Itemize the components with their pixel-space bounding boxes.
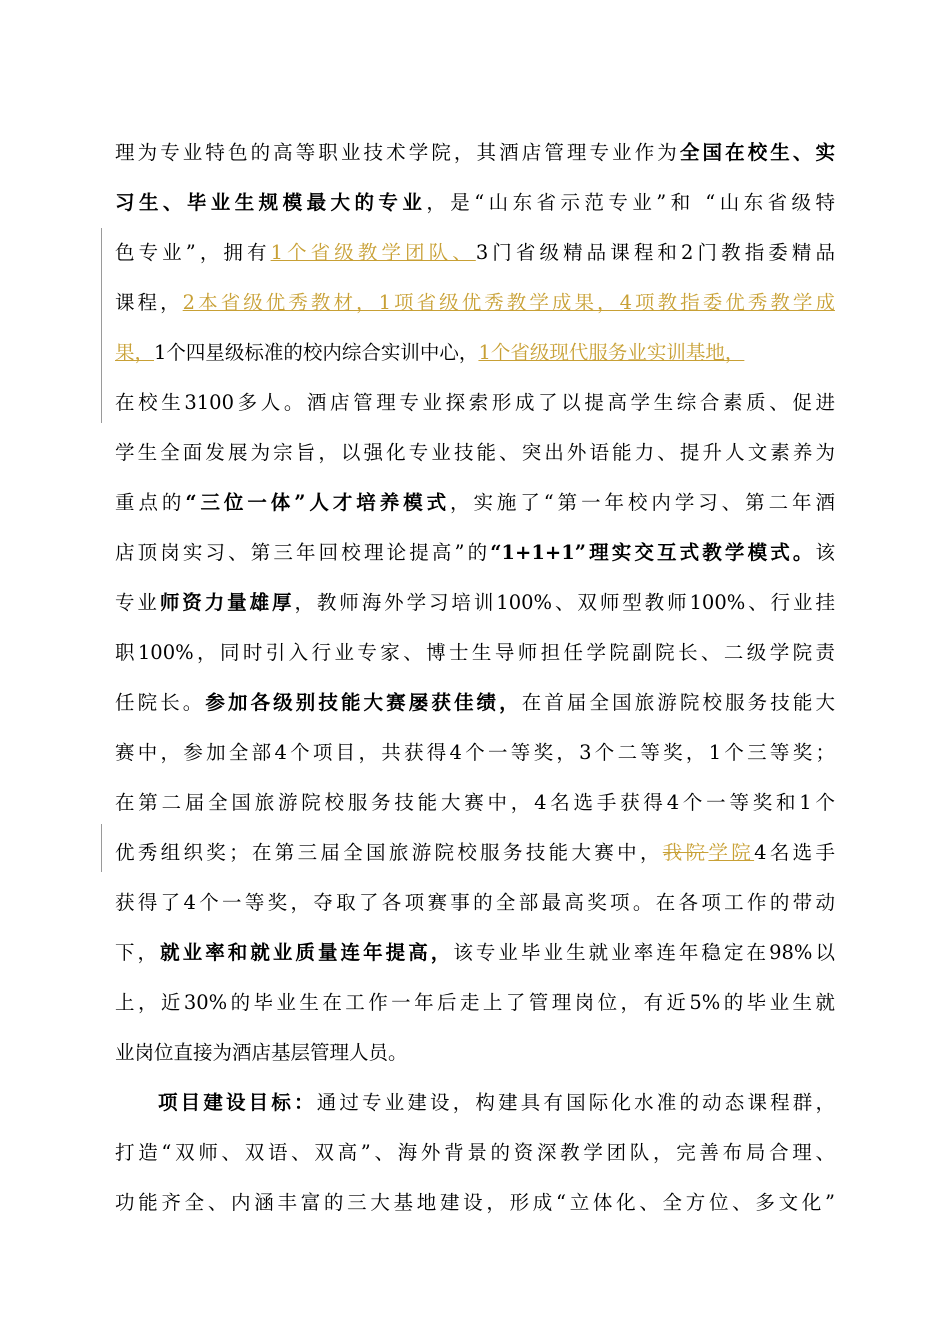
- text-run: 师资力量雄厚: [159, 591, 295, 614]
- text-run: 在首届全国旅游院校服务技能大: [521, 691, 835, 714]
- tracked-insertion: 1个省级现代服务业实训基地，: [478, 341, 745, 364]
- text-line: [158, 1088, 835, 1118]
- text-run: 习生、毕业生规模最大的专业: [115, 191, 427, 214]
- text-line: [115, 438, 835, 468]
- text-line: [115, 788, 835, 818]
- text-run: 1个四星级标准的校内综合实训中心，: [154, 341, 479, 364]
- text-run: 功能齐全、内涵丰富的三大基地建设，形成“立体化、全方位、多文化”: [115, 1191, 835, 1214]
- text-run: ，是“山东省示范专业”和 “山东省级特: [426, 191, 835, 214]
- text-line: [115, 388, 835, 418]
- text-run: 色专业”，拥有: [115, 241, 271, 264]
- text-run: 参加各级别技能大赛屡获佳绩，: [205, 691, 522, 714]
- change-bar: [101, 228, 102, 423]
- text-line: [115, 588, 835, 618]
- text-run: 赛中，参加全部4个项目，共获得4个一等奖，3个二等奖，1个三等奖；: [115, 741, 835, 764]
- text-run: 通过专业建设，构建具有国际化水准的动态课程群，: [316, 1091, 835, 1114]
- text-run: 项目建设目标：: [158, 1091, 317, 1114]
- text-run: 职100%，同时引入行业专家、博士生导师担任学院副院长、二级学院责: [115, 641, 835, 664]
- text-run: 学生全面发展为宗旨，以强化专业技能、突出外语能力、提升人文素养为: [115, 441, 835, 464]
- text-run: 理为专业特色的高等职业技术学院，其酒店管理专业作为: [115, 141, 680, 164]
- tracked-insertion: 2本省级优秀教材，1项省级优秀教学成果，4项教指委优秀教学成: [182, 291, 835, 314]
- text-line: [115, 988, 835, 1018]
- text-line: [115, 238, 835, 268]
- text-run: 任院长。: [115, 691, 206, 714]
- text-line: [115, 138, 835, 168]
- text-line: [115, 838, 835, 868]
- text-run: 打造“双师、双语、双高”、海外背景的资深教学团队，完善布局合理、: [115, 1141, 835, 1164]
- text-run: 优秀组织奖；在第三届全国旅游院校服务技能大赛中，: [115, 841, 663, 864]
- text-run: ，教师海外学习培训100%、双师型教师100%、行业挂: [294, 591, 835, 614]
- text-run: 课程，: [115, 291, 183, 314]
- text-run: “三位一体”人才培养模式: [185, 491, 451, 514]
- text-run: 下，: [115, 941, 161, 964]
- text-run: 在校生3100多人。酒店管理专业探索形成了以提高学生综合素质、促进: [115, 391, 835, 414]
- tracked-insertion: 1个省级教学团队、: [270, 241, 476, 264]
- tracked-deletion: 我院: [662, 841, 709, 864]
- text-line: [115, 1038, 408, 1068]
- text-line: [115, 1138, 835, 1168]
- text-run: 全国在校生、实: [679, 141, 835, 164]
- text-run: 3门省级精品课程和2门教指委精品: [475, 241, 835, 264]
- text-run: 就业率和就业质量连年提高，: [160, 941, 454, 964]
- text-run: 重点的: [115, 491, 186, 514]
- text-line: [115, 888, 835, 918]
- tracked-insertion: 学院: [708, 841, 755, 864]
- change-bar: [101, 824, 102, 872]
- text-line: [115, 638, 835, 668]
- text-run: “1+1+1”理实交互式教学模式。: [490, 541, 816, 564]
- text-run: 该专业毕业生就业率连年稳定在98%以: [453, 941, 835, 964]
- text-line: [115, 688, 835, 718]
- text-run: 获得了4个一等奖，夺取了各项赛事的全部最高奖项。在各项工作的带动: [115, 891, 835, 914]
- text-line: [115, 538, 835, 568]
- text-line: [115, 1188, 835, 1218]
- text-line: [115, 338, 744, 368]
- tracked-insertion: 果，: [115, 341, 155, 364]
- text-run: 业岗位直接为酒店基层管理人员。: [115, 1041, 408, 1064]
- text-run: 在第二届全国旅游院校服务技能大赛中，4名选手获得4个一等奖和1个: [115, 791, 835, 814]
- text-run: 店顶岗实习、第三年回校理论提高”的: [115, 541, 491, 564]
- text-run: ，实施了“第一年校内学习、第二年酒: [450, 491, 835, 514]
- text-line: [115, 188, 835, 218]
- text-line: [115, 738, 835, 768]
- text-line: [115, 938, 835, 968]
- text-run: 上，近30%的毕业生在工作一年后走上了管理岗位，有近5%的毕业生就: [115, 991, 835, 1014]
- text-run: 该: [815, 541, 835, 564]
- text-line: [115, 288, 835, 318]
- text-run: 4名选手: [754, 841, 835, 864]
- text-run: 专业: [115, 591, 160, 614]
- text-line: [115, 488, 835, 518]
